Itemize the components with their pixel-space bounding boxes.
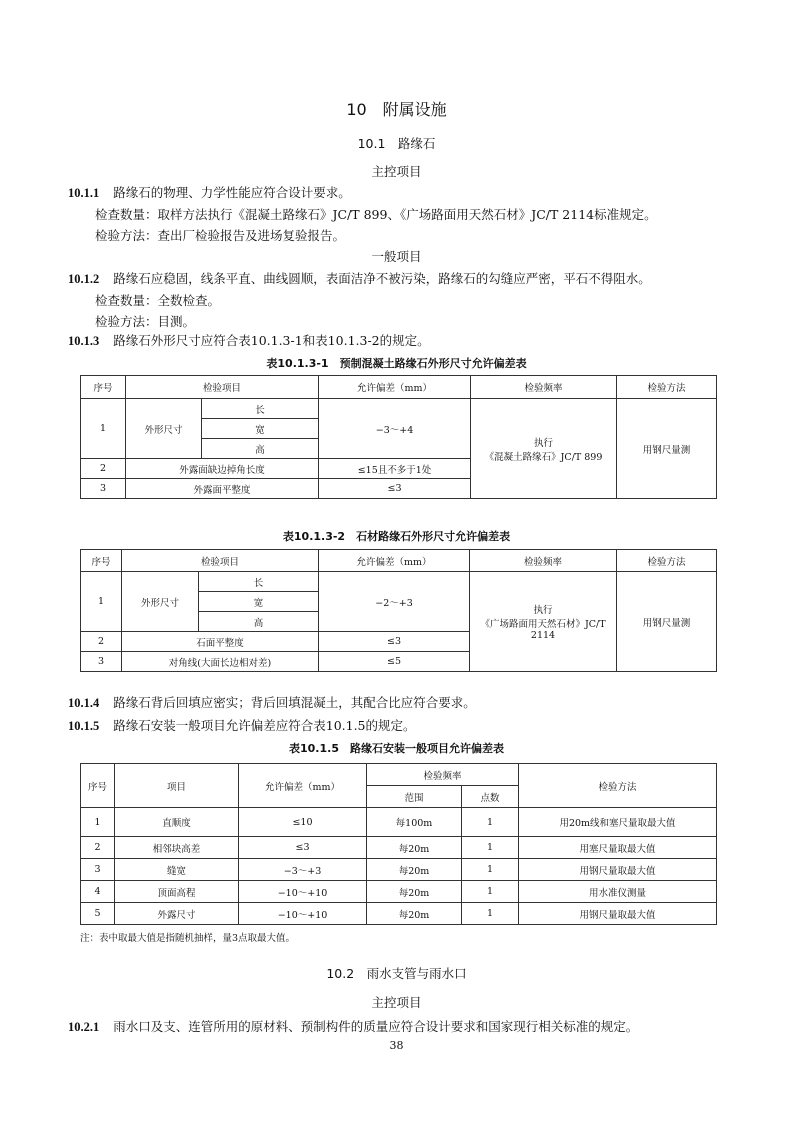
table-caption: 表10.1.3-1 预制混凝土路缘石外形尺寸允许偏差表 xyxy=(266,357,527,370)
cell-item: 缝宽 xyxy=(115,859,239,881)
header-cell: 范围 xyxy=(367,786,462,808)
cell: 1 xyxy=(81,572,122,632)
cell: ≤5 xyxy=(319,652,470,672)
cell-item: 顶面高程 xyxy=(115,881,239,903)
cell: ≤3 xyxy=(319,479,471,499)
clause-number: 10.1.4 xyxy=(68,696,100,710)
clause-10-2-1 xyxy=(68,1017,638,1035)
cell-points: 1 xyxy=(462,859,519,881)
header-cell: 允许偏差（mm） xyxy=(319,550,470,572)
section-title: 10.1 路缘石 xyxy=(357,136,436,151)
cell-method: 用20m线和塞尺量取最大值 xyxy=(519,808,717,837)
cell-item: 外露尺寸 xyxy=(115,903,239,925)
clause-10-1-3 xyxy=(68,331,430,349)
cell-method: 用水准仪测量 xyxy=(519,881,717,903)
cell: 石面平整度 xyxy=(122,632,319,652)
cell: 外露面平整度 xyxy=(126,479,319,499)
cell-range: 每20m xyxy=(367,859,462,881)
clause-number: 10.1.1 xyxy=(68,186,100,200)
cell: 2 xyxy=(81,632,122,652)
table-note: 注：表中取最大值是指随机抽样，量3点取最大值。 xyxy=(80,933,296,944)
cell-item: 直顺度 xyxy=(115,808,239,837)
clause-10-1-1 xyxy=(68,183,351,201)
clause-number: 10.1.5 xyxy=(68,719,100,733)
cell: 宽 xyxy=(199,592,319,612)
clause-number: 10.1.2 xyxy=(68,272,100,286)
cell: 3 xyxy=(81,479,126,499)
cell-range: 每20m xyxy=(367,881,462,903)
cell-no: 4 xyxy=(81,881,115,903)
header-cell: 检验项目 xyxy=(122,550,319,572)
freq-cell xyxy=(471,399,617,499)
section-title: 10.2 雨水支管与雨水口 xyxy=(326,966,467,981)
header-cell: 检验方法 xyxy=(617,376,717,399)
cell-no: 5 xyxy=(81,903,115,925)
cell: 用钢尺量测 xyxy=(617,399,717,499)
header-cell: 点数 xyxy=(462,786,519,808)
check-quantity: 检查数量：取样方法执行《混凝土路缘石》JC/T 899、《广场路面用天然石材》JC/T 2114标准规定。 xyxy=(95,207,657,222)
table-10-1-5 xyxy=(80,763,717,925)
cell-range: 每20m xyxy=(367,837,462,859)
cell-method: 用钢尺量取最大值 xyxy=(519,859,717,881)
cell-method: 用塞尺量取最大值 xyxy=(519,837,717,859)
cell: 外形尺寸 xyxy=(126,399,202,459)
table-row xyxy=(81,837,717,859)
cell: −2～+3 xyxy=(319,572,470,632)
header-cell: 检验频率 xyxy=(471,376,617,399)
header-cell: 检验频率 xyxy=(470,550,617,572)
cell-no: 1 xyxy=(81,808,115,837)
cell: 1 xyxy=(81,399,126,459)
cell: 高 xyxy=(199,612,319,632)
header-cell: 序号 xyxy=(81,376,126,399)
table-row xyxy=(81,903,717,925)
table-10-1-3-1 xyxy=(80,375,717,499)
freq-line: 执行 xyxy=(534,437,554,449)
header-cell: 允许偏差（mm） xyxy=(239,764,367,808)
cell: 3 xyxy=(81,652,122,672)
cell: 高 xyxy=(202,439,319,459)
cell: 用钢尺量测 xyxy=(617,572,717,672)
header-cell: 序号 xyxy=(81,550,122,572)
header-cell: 序号 xyxy=(81,764,115,808)
cell: ≤15且不多于1处 xyxy=(319,459,471,479)
table-caption: 表10.1.5 路缘石安装一般项目允许偏差表 xyxy=(289,742,504,755)
cell-points: 1 xyxy=(462,903,519,925)
chapter-title: 10 附属设施 xyxy=(346,100,447,119)
cell-points: 1 xyxy=(462,837,519,859)
freq-line: 《广场路面用天然石材》JC/T 2114 xyxy=(480,619,606,641)
check-quantity: 检查数量：全数检查。 xyxy=(95,293,221,308)
cell-tol: ≤3 xyxy=(239,837,367,859)
clause-number: 10.2.1 xyxy=(68,1020,100,1034)
clause-text: 路缘石的物理、力学性能应符合设计要求。 xyxy=(113,185,351,200)
cell: ≤3 xyxy=(319,632,470,652)
cell: 2 xyxy=(81,459,126,479)
header-cell: 检验频率 xyxy=(367,764,519,786)
check-method: 检验方法：目测。 xyxy=(95,314,196,329)
cell-tol: ≤10 xyxy=(239,808,367,837)
cell: 长 xyxy=(202,399,319,419)
cell: 长 xyxy=(199,572,319,592)
page-number: 38 xyxy=(389,1039,404,1052)
cell-points: 1 xyxy=(462,881,519,903)
freq-line: 《混凝土路缘石》JC/T 899 xyxy=(484,451,603,463)
clause-text: 路缘石背后回填应密实；背后回填混凝土，其配合比应符合要求。 xyxy=(113,695,476,710)
header-cell: 检验方法 xyxy=(617,550,717,572)
subheading: 主控项目 xyxy=(371,164,422,179)
cell-method: 用钢尺量取最大值 xyxy=(519,903,717,925)
clause-text: 雨水口及支、连管所用的原材料、预制构件的质量应符合设计要求和国家现行相关标准的规定。 xyxy=(113,1019,639,1034)
table-row xyxy=(81,881,717,903)
clause-10-1-4 xyxy=(68,693,476,711)
table-row xyxy=(81,859,717,881)
freq-line: 执行 xyxy=(533,605,553,616)
header-cell: 检验项目 xyxy=(126,376,319,399)
cell: 外露面缺边掉角长度 xyxy=(126,459,319,479)
freq-cell xyxy=(470,572,617,672)
subheading: 主控项目 xyxy=(371,995,422,1010)
clause-text: 路缘石安装一般项目允许偏差应符合表10.1.5的规定。 xyxy=(113,718,416,733)
clause-text: 路缘石应稳固，线条平直、曲线圆顺，表面洁净不被污染，路缘石的勾缝应严密，平石不得阻水。 xyxy=(113,271,651,286)
cell-tol: −10～+10 xyxy=(239,903,367,925)
header-cell: 项目 xyxy=(115,764,239,808)
table-row xyxy=(81,808,717,837)
cell: 宽 xyxy=(202,419,319,439)
cell-no: 2 xyxy=(81,837,115,859)
clause-text: 路缘石外形尺寸应符合表10.1.3-1和表10.1.3-2的规定。 xyxy=(113,333,430,348)
subheading: 一般项目 xyxy=(371,249,422,264)
cell-no: 3 xyxy=(81,859,115,881)
clause-10-1-5 xyxy=(68,716,416,734)
table-caption: 表10.1.3-2 石材路缘石外形尺寸允许偏差表 xyxy=(282,530,511,543)
cell-item: 相邻块高差 xyxy=(115,837,239,859)
cell-range: 每100m xyxy=(367,808,462,837)
cell-tol: −3～+3 xyxy=(239,859,367,881)
cell-tol: −10～+10 xyxy=(239,881,367,903)
cell: 对角线(大面长边相对差) xyxy=(122,652,319,672)
table-10-1-3-2 xyxy=(80,549,717,672)
header-cell: 允许偏差（mm） xyxy=(319,376,471,399)
cell-range: 每20m xyxy=(367,903,462,925)
clause-10-1-2 xyxy=(68,269,651,287)
cell: 外形尺寸 xyxy=(122,572,199,632)
clause-number: 10.1.3 xyxy=(68,334,100,348)
check-method: 检验方法：查出厂检验报告及进场复验报告。 xyxy=(95,228,346,243)
cell: −3～+4 xyxy=(319,399,471,459)
header-cell: 检验方法 xyxy=(519,764,717,808)
cell-points: 1 xyxy=(462,808,519,837)
